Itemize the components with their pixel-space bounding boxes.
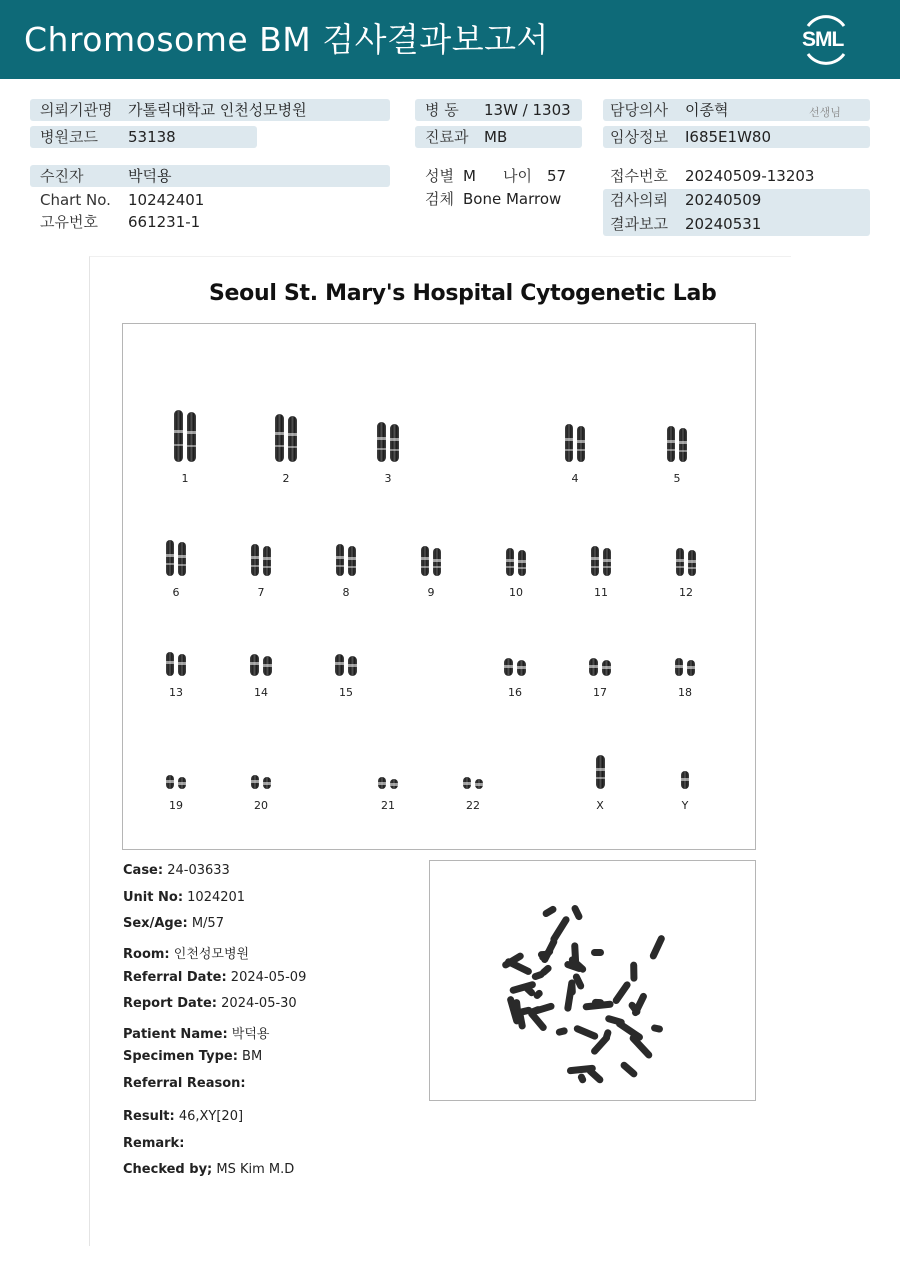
case-field-row (123, 1049, 262, 1064)
chromosome (178, 654, 186, 676)
metaphase-chromosome (549, 915, 571, 944)
chromosome-pair-16 (504, 658, 526, 676)
logo-text: SML (802, 28, 844, 51)
metaphase-chromosome (571, 942, 579, 965)
chromosome-label: 11 (594, 586, 608, 599)
chromosome-pair-3 (377, 422, 399, 462)
case-field-label: Checked by; (123, 1162, 213, 1177)
dept-value: MB (484, 128, 508, 146)
case-field-value: M/57 (187, 916, 224, 931)
chromosome-label: X (596, 799, 604, 812)
sml-logo (796, 12, 856, 68)
chromosome-label: 15 (339, 686, 353, 699)
chromosome (577, 426, 585, 462)
clinical-label: 임상정보 (610, 128, 668, 146)
chromosome (589, 658, 598, 676)
case-field-row (123, 970, 306, 985)
ward-row (415, 99, 582, 121)
chromosome (681, 771, 689, 789)
chromosome-label: 19 (169, 799, 183, 812)
case-field-row (123, 996, 297, 1011)
case-field-value: 1024201 (183, 890, 246, 905)
chromosome-label: 18 (678, 686, 692, 699)
case-field-label: Report Date: (123, 996, 218, 1011)
chromosome (506, 548, 514, 576)
chromosome (378, 777, 386, 789)
chromosome-label: 20 (254, 799, 268, 812)
case-field-label: Referral Date: (123, 970, 227, 985)
chromosome (433, 548, 441, 576)
case-field-row (123, 1076, 246, 1091)
chromosome-pair-11 (591, 546, 611, 576)
patient-row (30, 165, 390, 187)
specimen-value: Bone Marrow (463, 190, 562, 208)
chromosome-pair-8 (336, 544, 356, 576)
case-field-label: Sex/Age: (123, 916, 188, 931)
chart-value: 10242401 (128, 191, 205, 209)
chromosome-pair-1 (174, 410, 196, 462)
case-field-label: Referral Reason: (123, 1076, 246, 1091)
chromosome (679, 428, 687, 462)
chromosome-label: 14 (254, 686, 268, 699)
chromosome-label: 7 (257, 586, 265, 599)
chromosome (676, 548, 684, 576)
chromosome (596, 755, 605, 789)
request-value: 20240509 (685, 191, 762, 209)
chromosome (463, 777, 471, 789)
unique-value: 661231-1 (128, 213, 201, 231)
chromosome (336, 544, 344, 576)
case-field-label: Remark: (123, 1136, 185, 1151)
ward-label: 병 동 (425, 101, 459, 119)
chromosome-pair-x (596, 755, 605, 789)
chromosome-pair-12 (676, 548, 696, 576)
metaphase-chromosome (573, 1024, 600, 1041)
specimen-label: 검체 (425, 190, 454, 208)
chromosome-pair-21 (378, 777, 398, 789)
case-field-row (123, 1023, 269, 1042)
chromosome (667, 426, 675, 462)
chromosome-label: 1 (181, 472, 189, 485)
metaphase-chromosome (651, 1023, 664, 1032)
case-field-value: 인천성모병원 (169, 947, 250, 962)
chromosome (518, 550, 526, 576)
chromosome-label: 17 (593, 686, 607, 699)
chromosome (603, 548, 611, 576)
chromosome-label: 12 (679, 586, 693, 599)
chromosome-label: 13 (169, 686, 183, 699)
chromosome-pair-20 (251, 775, 271, 789)
chromosome (591, 546, 599, 576)
ward-value: 13W / 1303 (484, 101, 571, 119)
case-field-value: MS Kim M.D (212, 1162, 295, 1177)
metaphase-chromosome (542, 905, 559, 919)
chromosome (178, 777, 186, 789)
chromosome (517, 660, 526, 676)
institution-label: 의뢰기관명 (40, 101, 113, 119)
chromosome-pair-2 (275, 414, 297, 462)
chart-row (30, 189, 390, 211)
dates-row (603, 189, 870, 236)
case-field-row (123, 1136, 184, 1151)
chromosome-pair-7 (251, 544, 271, 576)
chromosome (687, 660, 695, 676)
clinical-row (603, 126, 870, 148)
unique-row (30, 211, 390, 233)
chromosome-pair-18 (675, 658, 695, 676)
metaphase-chromosome (602, 1029, 612, 1041)
case-field-row (123, 890, 245, 905)
case-field-row (123, 1162, 294, 1177)
clinical-value: I685E1W80 (685, 128, 771, 146)
request-label: 검사의뢰 (610, 191, 668, 209)
report-header (0, 0, 900, 79)
result-value: 20240531 (685, 215, 762, 233)
chromosome (166, 652, 174, 676)
metaphase-chromosome (532, 1002, 555, 1015)
lab-title: Seoul St. Mary's Hospital Cytogenetic Lab (209, 281, 717, 306)
case-field-label: Case: (123, 863, 164, 878)
chromosome-label: 6 (172, 586, 180, 599)
chromosome (602, 660, 611, 676)
chromosome (250, 654, 259, 676)
chromosome (675, 658, 683, 676)
chromosome (390, 424, 399, 462)
chromosome-pair-y (681, 771, 689, 789)
dept-label: 진료과 (425, 128, 469, 146)
case-field-label: Room: (123, 947, 170, 962)
chromosome (390, 779, 398, 789)
sex-label: 성별 (425, 167, 454, 185)
chromosome-pair-22 (463, 777, 483, 789)
case-field-label: Result: (123, 1109, 175, 1124)
case-field-value: BM (237, 1049, 263, 1064)
case-field-label: Patient Name: (123, 1027, 228, 1042)
age-label: 나이 (503, 167, 532, 185)
chromosome (251, 544, 259, 576)
case-field-row (123, 863, 230, 878)
chromosome (263, 656, 272, 676)
receipt-label: 접수번호 (610, 167, 668, 185)
chromosome (348, 546, 356, 576)
result-label: 결과보고 (610, 215, 668, 233)
doctor-value: 이종혁 (685, 101, 729, 119)
doctor-suffix: 선생님 (809, 106, 841, 119)
metaphase-chromosome (591, 949, 605, 956)
chromosome-label: 21 (381, 799, 395, 812)
chromosome (348, 656, 357, 676)
metaphase-chromosome (563, 980, 575, 1012)
sex-age-row (415, 165, 595, 187)
chromosome (251, 775, 259, 789)
chromosome (187, 412, 196, 462)
chromosome-label: 2 (282, 472, 290, 485)
case-field-row (123, 1109, 243, 1124)
chromosome-pair-6 (166, 540, 186, 576)
institution-value: 가톨릭대학교 인천성모병원 (128, 101, 307, 119)
chromosome-pair-4 (565, 424, 585, 462)
case-field-value: 24-03633 (163, 863, 230, 878)
doctor-label: 담당의사 (610, 101, 668, 119)
age-value: 57 (547, 167, 567, 185)
chromosome-label: Y (681, 799, 689, 812)
metaphase-chromosome (619, 1060, 639, 1078)
chromosome (275, 414, 284, 462)
chromosome-pair-9 (421, 546, 441, 576)
chromosome-pair-17 (589, 658, 611, 676)
metaphase-chromosome (592, 999, 604, 1007)
case-field-row (123, 916, 224, 931)
metaphase-chromosome (531, 970, 545, 981)
case-field-value: 박덕용 (227, 1027, 270, 1042)
chromosome (335, 654, 344, 676)
hospital-code-label: 병원코드 (40, 128, 98, 146)
chromosome-label: 9 (427, 586, 435, 599)
chromosome-label: 4 (571, 472, 579, 485)
metaphase-chromosome (648, 934, 666, 961)
metaphase-image (429, 860, 756, 1101)
case-field-value: 46,XY[20] (174, 1109, 244, 1124)
patient-label: 수진자 (40, 167, 84, 185)
chromosome-pair-14 (250, 654, 272, 676)
chromosome-pair-13 (166, 652, 186, 676)
doctor-row (603, 99, 870, 121)
chromosome (475, 779, 483, 789)
chromosome (178, 542, 186, 576)
chromosome-pair-10 (506, 548, 526, 576)
chromosome-label: 22 (466, 799, 480, 812)
chromosome (263, 546, 271, 576)
patient-value: 박덕용 (128, 167, 172, 185)
chromosome (288, 416, 297, 462)
case-field-row (123, 943, 249, 962)
unique-label: 고유번호 (40, 213, 98, 231)
chromosome (377, 422, 386, 462)
metaphase-chromosome (555, 1027, 568, 1037)
dept-row (415, 126, 582, 148)
karyogram (122, 323, 756, 850)
chromosome (421, 546, 429, 576)
chromosome-pair-15 (335, 654, 357, 676)
metaphase-chromosome (570, 903, 583, 920)
specimen-row (415, 188, 595, 210)
hospital-code-value: 53138 (128, 128, 176, 146)
chromosome-label: 16 (508, 686, 522, 699)
chromosome-pair-5 (667, 426, 687, 462)
chromosome (166, 775, 174, 789)
chromosome-label: 5 (673, 472, 681, 485)
case-field-value: 2024-05-09 (226, 970, 307, 985)
case-field-label: Unit No: (123, 890, 184, 905)
metaphase-chromosome (576, 1073, 587, 1085)
receipt-row (603, 165, 870, 187)
chromosome (166, 540, 174, 576)
chromosome-label: 3 (384, 472, 392, 485)
chromosome (263, 777, 271, 789)
hospital-code-row (30, 126, 257, 148)
report-title: Chromosome BM 검사결과보고서 (24, 20, 549, 59)
chromosome-label: 10 (509, 586, 523, 599)
chromosome (174, 410, 183, 462)
chart-label: Chart No. (40, 191, 111, 209)
chromosome-label: 8 (342, 586, 350, 599)
chromosome (504, 658, 513, 676)
case-field-value: 2024-05-30 (217, 996, 297, 1011)
chromosome-pair-19 (166, 775, 186, 789)
sex-value: M (463, 167, 476, 185)
case-field-label: Specimen Type: (123, 1049, 238, 1064)
metaphase-chromosome (631, 962, 638, 982)
metaphase-chromosome (611, 980, 631, 1005)
institution-row (30, 99, 390, 121)
chromosome (688, 550, 696, 576)
receipt-value: 20240509-13203 (685, 167, 815, 185)
chromosome (565, 424, 573, 462)
metaphase-chromosome (538, 950, 550, 957)
